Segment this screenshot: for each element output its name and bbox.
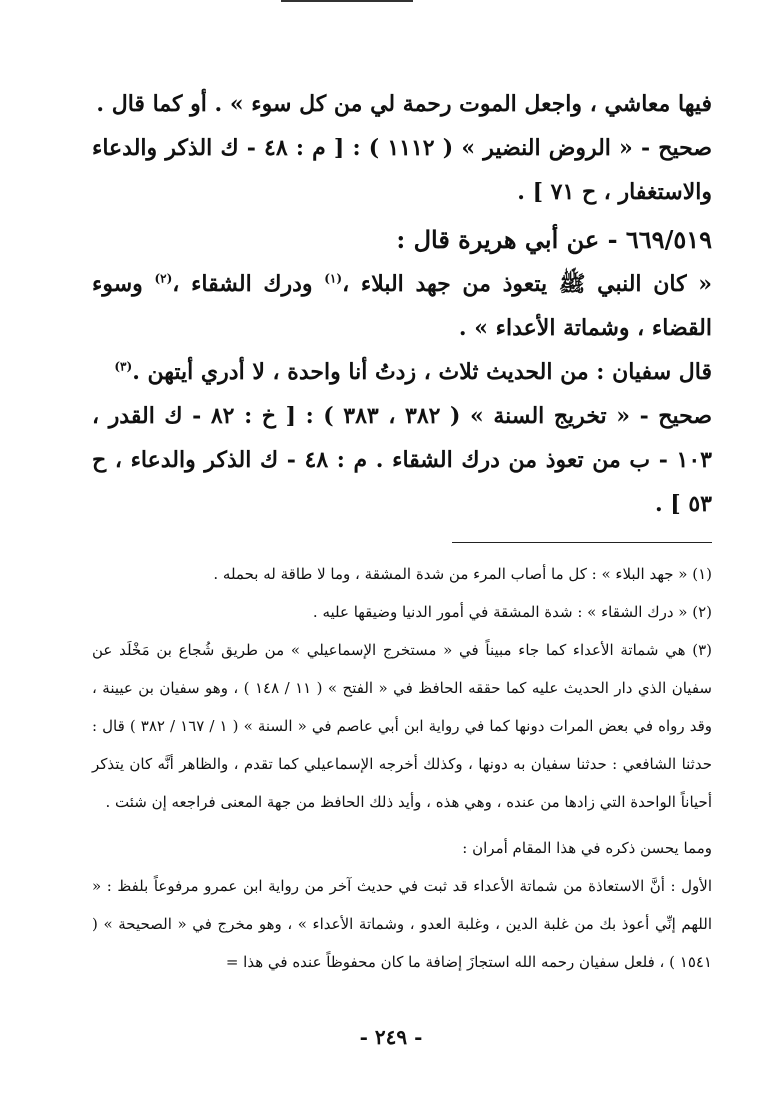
footnote-3-cont-2: الأول : أنَّ الاستعاذة من شماتة الأعداء قد ثبت في حديث آخر من رواية ابن عمرو مرفوعاً بلفظ : « اللهم إنِّي أعوذ بك من غلبة الدين ، وغلبة العدو ، وشماتة الأعداء » ، وهو مخرج في « الصحيحة » ( ١٥٤١ ) ، فلعل سفيان رحمه الله استجازَ إضافة ما كان محفوظاً عنده في هذا =	[92, 877, 712, 971]
top-rule	[281, 0, 413, 2]
hadith-quote	[92, 262, 712, 350]
sufyan-text: قال سفيان : من الحديث ثلاث ، زدتُ أنا واحدة ، لا أدري أيتهن .	[132, 359, 712, 385]
hadith-intro: - عن أبي هريرة قال :	[396, 225, 626, 254]
footnote-3: (٣) هي شماتة الأعداء كما جاء مبيناً في « مستخرج الإسماعيلي » من طريق شُجاع بن مَخْلَد عن سفيان الذي دار الحديث عليه كما حققه الحافظ في « الفتح » ( ١١ / ١٤٨ ) ، وهو سفيان بن عيينة ، وقد رواه في بعض المرات دونها كما في رواية ابن أبي عاصم في « السنة » ( ١ / ١٦٧ / ٣٨٢ ) قال : حدثنا الشافعي : حدثنا سفيان به دونها ، وكذلك أخرجه الإسماعيلي كما تقدم ، والظاهر أنَّه كان يتذكر أحياناً الواحدة التي زادها من عنده ، وهي هذه ، وأيد ذلك الحافظ من جهة المعنى فراجعه إن شئت .	[92, 641, 712, 811]
quote-part-b: ودرك الشقاء ،	[172, 271, 325, 297]
footnote-ref-3[interactable]: (٣)	[114, 359, 133, 374]
grading-label: صحيح -	[640, 135, 712, 161]
footnote-3-cont-1: ومما يحسن ذكره في هذا المقام أمران :	[462, 839, 712, 857]
footnote-ref-1[interactable]: (١)	[324, 271, 343, 286]
quote-part-c: وسوء القضاء ، وشماتة الأعداء » .	[92, 271, 712, 341]
grading-2	[92, 394, 712, 526]
line-continuation: فيها معاشي ، واجعل الموت رحمة لي من كل سوء » . أو كما قال .	[96, 91, 712, 117]
grading-1	[92, 126, 712, 214]
main-text	[92, 82, 712, 526]
sufyan-statement	[92, 350, 712, 394]
grading-text: « الروض النضير » ( ١١١٢ ) : [ م : ٤٨ - ك الذكر والدعاء والاستغفار ، ح ٧١ ] .	[92, 135, 712, 205]
footnote-ref-2[interactable]: (٢)	[154, 271, 173, 286]
footnote-2: (٢) « درك الشقاء » : شدة المشقة في أمور الدنيا وضيقها عليه .	[312, 603, 712, 621]
page-body	[92, 82, 712, 981]
page-number: - ٢٤٩ -	[359, 1025, 423, 1049]
footnotes	[92, 555, 712, 981]
grading-label-2: صحيح -	[639, 403, 713, 429]
grading-text-2: « تخريج السنة » ( ٣٨٢ ، ٣٨٣ ) : [ خ : ٨٢ - ك القدر ، ١٠٣ - ب من تعوذ من درك الشقاء . م : ٤٨ - ك الذكر والدعاء ، ح ٥٣ ] .	[92, 403, 712, 517]
quote-part-a: « كان النبي ﷺ يتعوذ من جهد البلاء ،	[342, 271, 712, 297]
hadith-heading	[92, 218, 712, 262]
footnote-divider	[452, 542, 712, 543]
footnote-1: (١) « جهد البلاء » : كل ما أصاب المرء من شدة المشقة ، وما لا طاقة له بحمله .	[213, 565, 712, 583]
hadith-number: ٦٦٩/٥١٩	[625, 225, 712, 254]
